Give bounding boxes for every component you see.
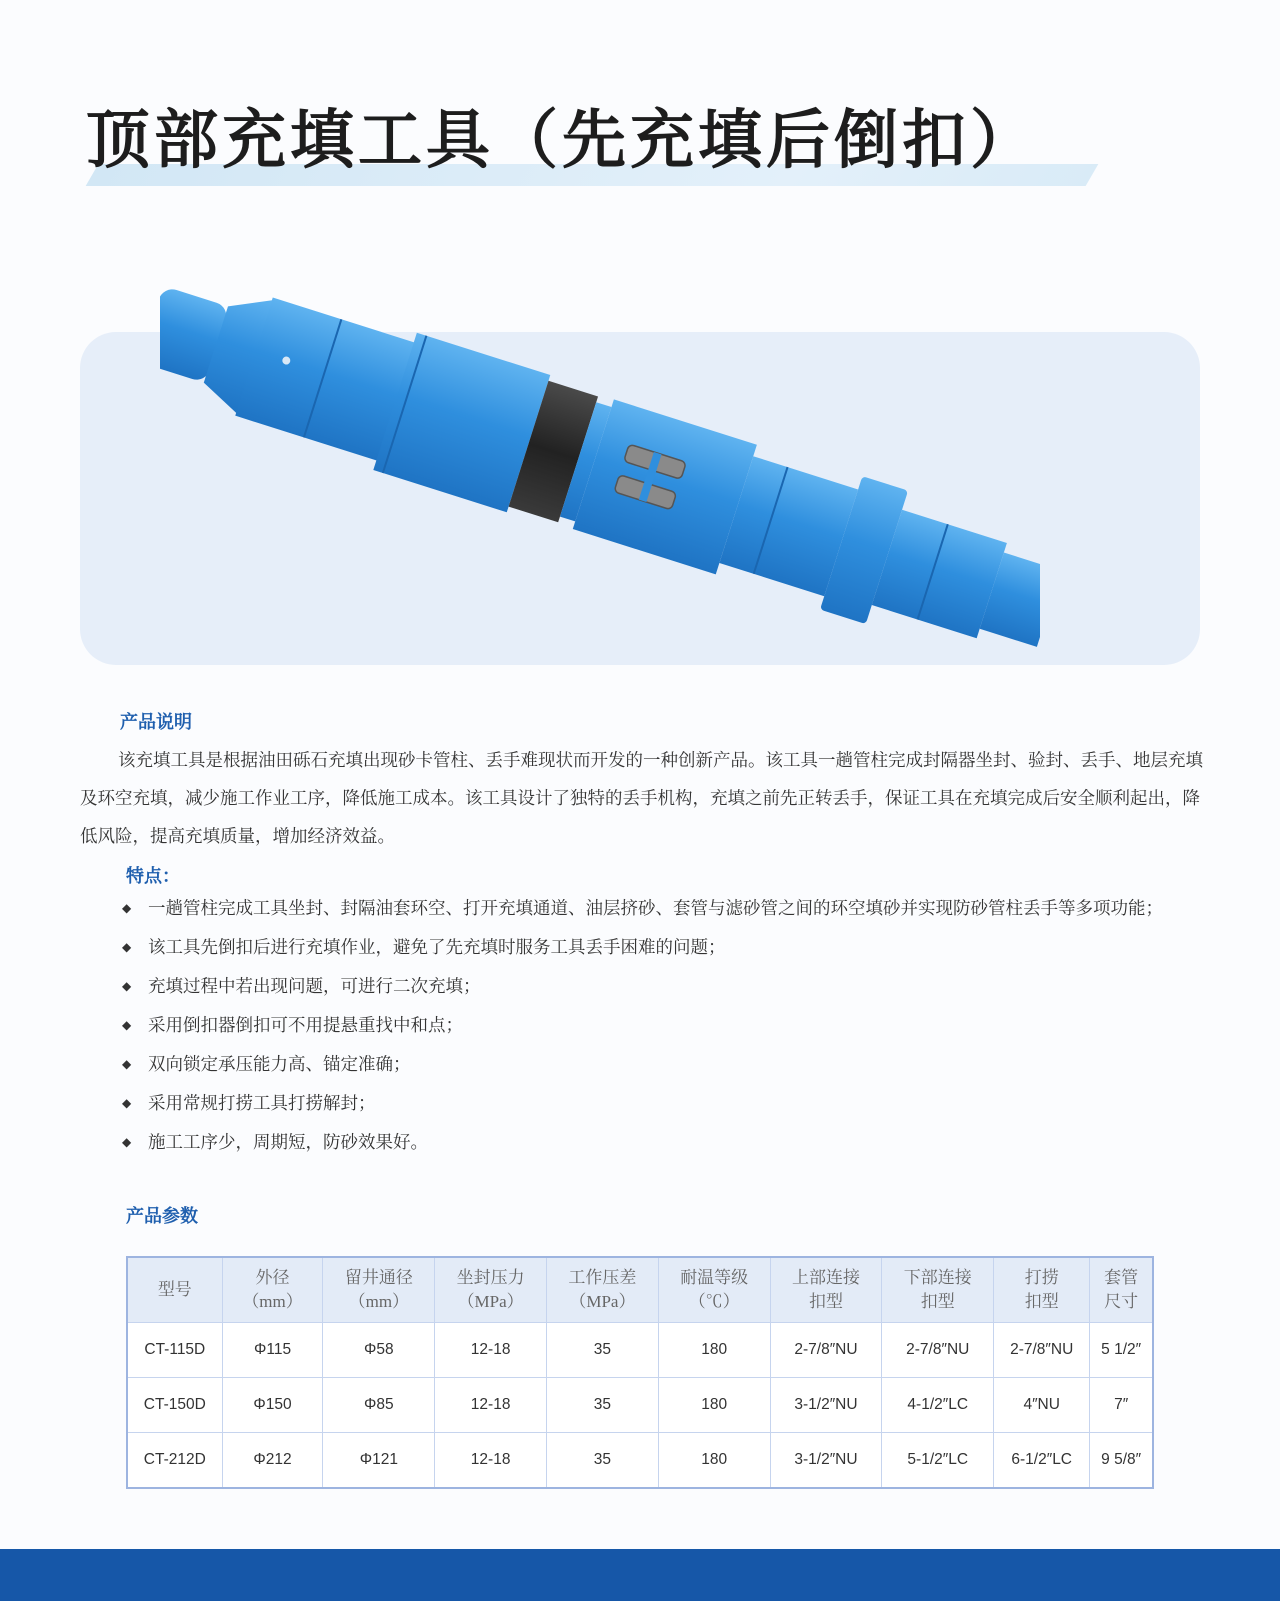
- bullet-icon: ◆: [122, 1057, 132, 1071]
- col-header-diff-pressure: 工作压差 （MPa）: [547, 1257, 659, 1323]
- params-heading: 产品参数: [126, 1206, 198, 1227]
- params-table: [126, 1256, 1154, 1489]
- feature-item: ◆ 该工具先倒扣后进行充填作业，避免了先充填时服务工具丢手困难的问题；: [80, 928, 1205, 967]
- feature-item: ◆ 采用倒扣器倒扣可不用提悬重找中和点；: [80, 1006, 1205, 1045]
- col-header-fishing-thread: 打捞 扣型: [994, 1257, 1090, 1323]
- page-title: 顶部充填工具（先充填后倒扣）: [86, 104, 1038, 178]
- bullet-icon: ◆: [122, 1096, 132, 1110]
- col-header-upper-thread: 上部连接 扣型: [770, 1257, 882, 1323]
- col-header-id: 留井通径 （mm）: [323, 1257, 435, 1323]
- description-heading: 产品说明: [120, 712, 192, 733]
- col-header-casing-size: 套管 尺寸: [1090, 1257, 1153, 1323]
- feature-item: ◆ 双向锁定承压能力高、锚定准确；: [80, 1045, 1205, 1084]
- bullet-icon: ◆: [122, 979, 132, 993]
- bullet-icon: ◆: [122, 1018, 132, 1032]
- feature-item: ◆ 施工工序少，周期短，防砂效果好。: [80, 1123, 1205, 1162]
- col-header-setting-pressure: 坐封压力 （MPa）: [435, 1257, 547, 1323]
- col-header-od: 外径 （mm）: [222, 1257, 323, 1323]
- footer-bar: [0, 1549, 1280, 1601]
- feature-item: ◆ 一趟管柱完成工具坐封、封隔油套环空、打开充填通道、油层挤砂、套管与滤砂管之间的环空填砂并实现防砂管柱丢手等多项功能；: [80, 889, 1205, 928]
- col-header-lower-thread: 下部连接 扣型: [882, 1257, 994, 1323]
- table-row: CT-150D Φ150 Φ85 12-18 35 180 3-1/2″NU 4-1/2″LC 4″NU 7″: [127, 1378, 1153, 1433]
- table-header-row: [127, 1257, 1153, 1323]
- features-list: [80, 889, 1205, 1162]
- bullet-icon: ◆: [122, 1135, 132, 1149]
- col-header-model: 型号: [127, 1257, 222, 1323]
- feature-item: ◆ 采用常规打捞工具打捞解封；: [80, 1084, 1205, 1123]
- table-row: CT-115D Φ115 Φ58 12-18 35 180 2-7/8″NU 2-7/8″NU 2-7/8″NU 5 1/2″: [127, 1323, 1153, 1378]
- col-header-temp-rating: 耐温等级 （℃）: [658, 1257, 770, 1323]
- title-block: [86, 96, 1096, 196]
- features-heading: 特点：: [126, 866, 180, 887]
- packer-tool-illustration: [160, 270, 1040, 650]
- description-text: 该充填工具是根据油田砾石充填出现砂卡管柱、丢手难现状而开发的一种创新产品。该工具一趟管柱完成封隔器坐封、验封、丢手、地层充填及环空充填，减少施工作业工序，降低施工成本。该工具设计了独特的丢手机构，充填之前先正转丢手，保证工具在充填完成后安全顺利起出，降低风险，提高充填质量，增加经济效益。: [80, 751, 1203, 847]
- table-row: CT-212D Φ212 Φ121 12-18 35 180 3-1/2″NU 5-1/2″LC 6-1/2″LC 9 5/8″: [127, 1433, 1153, 1489]
- feature-item: ◆ 充填过程中若出现问题，可进行二次充填；: [80, 967, 1205, 1006]
- bullet-icon: ◆: [122, 901, 132, 915]
- bullet-icon: ◆: [122, 940, 132, 954]
